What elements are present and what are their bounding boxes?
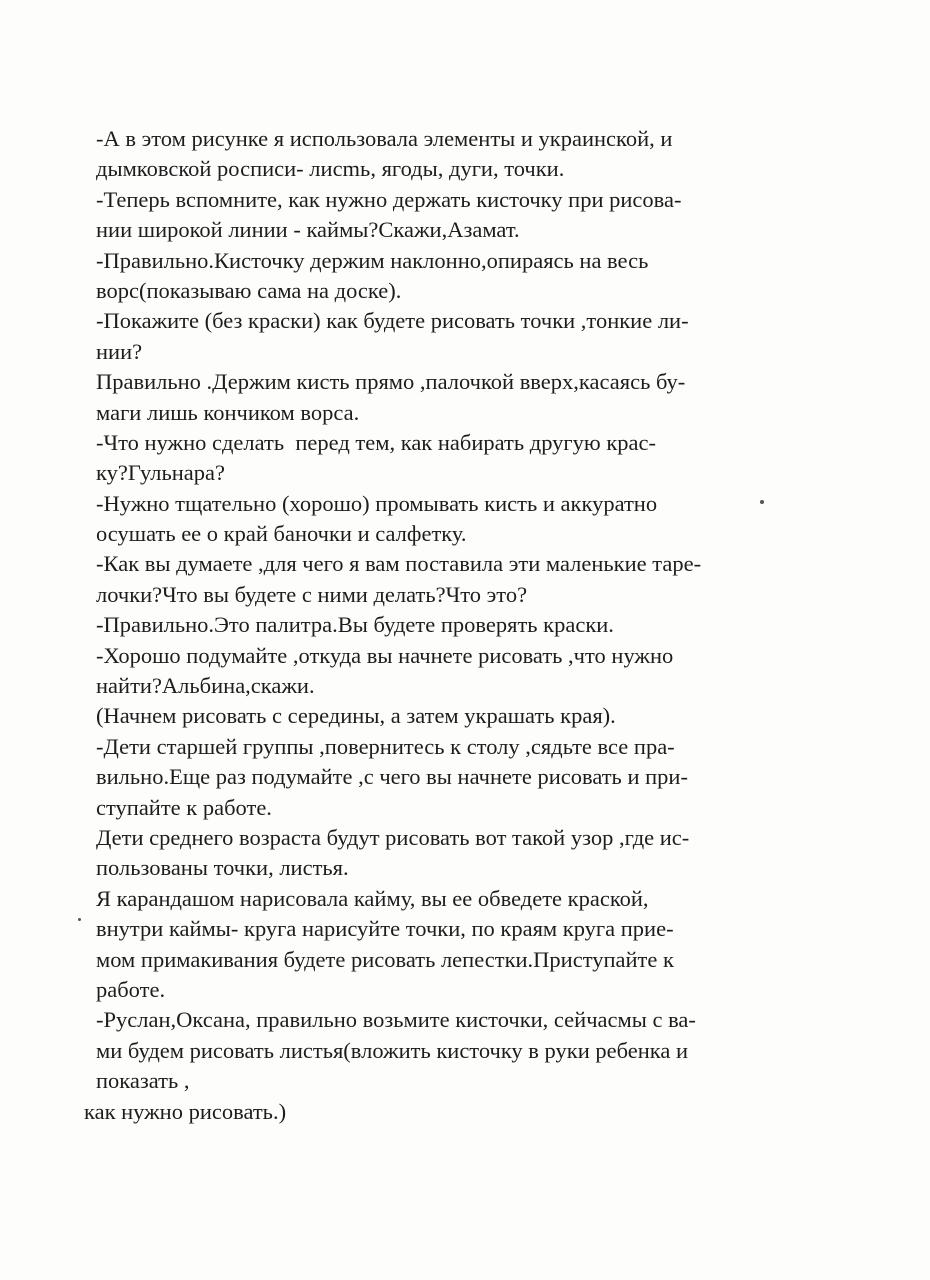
text-line: -Правильно.Кисточку держим наклонно,опираясь на весь	[96, 247, 649, 273]
text-line: -Руслан,Оксана, правильно возьмите кисточки, сейчасмы с ва-	[96, 1007, 696, 1033]
text-line: -Дети старшей группы ,повернитесь к столу ,сядьте все пра-	[96, 733, 675, 759]
document-text	[84, 124, 756, 1127]
text-line: ку?Гульнара?	[96, 460, 226, 486]
text-line: (Начнем рисовать с середины, а затем украшать края).	[96, 703, 616, 729]
text-line: внутри каймы- круга нарисуйте точки, по краям круга прие-	[96, 916, 674, 942]
text-line: -А в этом рисунке я использовала элементы и украинской, и	[96, 126, 673, 151]
text-line: -Правильно.Это палитра.Вы будете проверять краски.	[96, 612, 614, 638]
text-line: -Теперь вспомните, как нужно держать кисточку при рисова-	[96, 186, 682, 212]
text-line: осушать ее о край баночки и салфетку.	[96, 521, 467, 547]
text-line: -Что нужно сделать перед тем, как набирать другую крас-	[96, 429, 656, 455]
text-line: маги лишь кончиком ворса.	[96, 399, 360, 425]
text-line: пользованы точки, листья.	[96, 855, 349, 881]
text-line: мом примакивания будете рисовать лепестки.Приступайте к	[96, 946, 674, 972]
text-line: -Как вы думаете ,для чего я вам поставила эти маленькие таре-	[96, 551, 702, 577]
text-line: вильно.Еще раз подумайте ,с чего вы начнете рисовать и при-	[96, 764, 688, 790]
text-line: дымковской росписи- лисmь, ягоды, дуги, точки.	[96, 156, 565, 182]
text-line: Дети среднего возраста будут рисовать вот такой узор ,где ис-	[96, 824, 690, 850]
text-line: найти?Альбина,скажи.	[96, 673, 315, 699]
text-line: Правильно .Держим кисть прямо ,палочкой вверх,касаясь бу-	[96, 369, 686, 395]
text-line: Я карандашом нарисовала кайму, вы ее обведете краской,	[96, 885, 649, 911]
scan-speck	[760, 500, 764, 504]
text-line: ми будем рисовать листья(вложить кисточку в руки ребенка и	[96, 1037, 689, 1063]
text-line: нии широкой линии - каймы?Скажи,Азамат.	[96, 217, 520, 243]
text-line: -Нужно тщательно (хорошо) промывать кисть и аккуратно	[96, 490, 658, 516]
text-line: ступайте к работе.	[96, 794, 272, 820]
text-line: работе.	[96, 976, 166, 1002]
text-line: лочки?Что вы будете с ними делать?Что это?	[96, 581, 528, 607]
text-line: как нужно рисовать.)	[84, 1098, 287, 1124]
text-line: -Хорошо подумайте ,откуда вы начнете рисовать ,что нужно	[96, 642, 674, 668]
text-line: ворс(показываю сама на доске).	[96, 277, 402, 303]
scan-speck	[78, 918, 81, 921]
text-line: показать ,	[96, 1068, 190, 1094]
text-line: нии?	[96, 338, 143, 364]
text-line: -Покажите (без краски) как будете рисовать точки ,тонкие ли-	[96, 308, 689, 334]
